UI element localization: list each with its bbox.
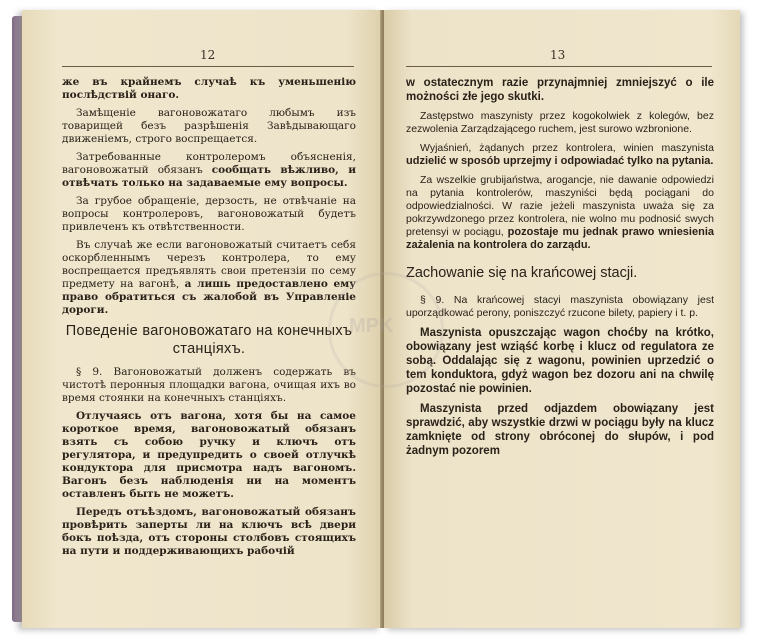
paragraph: Za wszelkie grubijaństwa, arogancje, nie dawanie odpowiedzi na pytania kontrolerów, maszyniści będą pociągani do odpowiedzialności. W razie jeżeli maszynista uważa się za pokrzywdzonego przez kontrolera, nie wolno mu podnosić swych pretensyi w pociągu, pozostaje mu jednak prawo wniesienia zażalenia na kontrolera do zarządu. bbox=[406, 174, 714, 251]
header-rule bbox=[62, 66, 354, 67]
page-number: 13 bbox=[550, 48, 566, 62]
paragraph: Maszynista opuszczając wagon choćby na krótko, obowiązany jest wziąść korbę i klucz od regulatora ze sobą. Oddalając się z wagonu, powinien uprzedzić o tem konduktora, gdyż wagon bez dozoru ani na chwilę pozostać nie powinien. bbox=[406, 327, 714, 395]
paragraph: Отлучаясь отъ вагона, хотя бы на самое короткое время, вагоновожатый обязанъ взять съ собою ручку и ключъ отъ регулятора, и предупредить о своей отлучкѣ кондуктора для присмотра надъ вагономъ. Вагонъ безъ наблюденія ни на моментъ оставленъ быть не можетъ. bbox=[62, 410, 356, 500]
paragraph: Въ случаѣ же если вагоновожатый считаетъ себя оскорбленнымъ черезъ контролера, то ему воспрещается предъявлять свои претензіи по сему предмету на вагонѣ, а лишь предоставлено ему право обратиться съ жалобой въ Управленіе дороги. bbox=[62, 239, 357, 316]
paragraph: § 9. Вагоновожатый долженъ содержать въ чистотѣ перонныя площадки вагона, очищая ихъ во время стоянки на конечныхъ станціяхъ. bbox=[62, 366, 356, 404]
left-page-text bbox=[62, 76, 356, 563]
paragraph: Затребованные контролеромъ объясненія, вагоновожатый обязанъ сообщать вѣжливо, и отвѣчать только на задаваемые ему вопросы. bbox=[62, 151, 356, 189]
header-rule bbox=[406, 66, 712, 67]
right-page-text bbox=[406, 76, 714, 464]
section-heading: Zachowanie się na krańcowej stacji. bbox=[406, 265, 638, 281]
page-number: 12 bbox=[200, 48, 216, 62]
paragraph: w ostatecznym razie przynajmniej zmniejszyć o ile możności złe jego skutki. bbox=[406, 77, 714, 103]
open-book bbox=[8, 10, 748, 632]
paragraph: § 9. Na krańcowej stacyi maszynista obowiązany jest uporządkować perony, poniszczyć rzucone bilety, papiery i t. p. bbox=[406, 294, 714, 319]
paragraph: Передъ отъѣздомъ, вагоновожатый обязанъ провѣрить заперты ли на ключъ всѣ двери бокъ поѣзда, отъ стороны столбовъ стоящихъ на пути и поддерживающихъ рабочій bbox=[62, 506, 356, 557]
watermark-text: MPK bbox=[349, 315, 394, 337]
paragraph: же въ крайнемъ случаѣ къ уменьшенію послѣдствій онаго. bbox=[62, 76, 356, 101]
paragraph: Maszynista przed odjazdem obowiązany jest sprawdzić, aby wszystkie drzwi w pociągu były na klucz zamknięte od strony obróconej do słupów, i pod żadnym pozorem bbox=[406, 403, 714, 457]
paragraph: За грубое обращеніе, дерзость, не отвѣчаніе на вопросы контролеровъ, вагоновожатый будетъ привлеченъ къ отвѣтственности. bbox=[62, 195, 356, 233]
paragraph: Wyjaśnień, żądanych przez kontrolera, winien maszynista udzielić w sposób uprzejmy i odpowiadać tylko na pytania. bbox=[406, 142, 714, 167]
paragraph: Zastępstwo maszynisty przez kogokolwiek z kolegów, bez zezwolenia Zarządzającego ruchem, jest surowo wzbronione. bbox=[406, 110, 714, 135]
watermark-stamp bbox=[328, 272, 444, 388]
section-heading: Поведеніе вагоновожатаго на конечныхъ станціяхъ. bbox=[65, 323, 353, 357]
paragraph: Замѣщеніе вагоновожатаго любымъ изъ товарищей безъ разрѣшенія Завѣдывающаго движеніемъ, строго воспрещается. bbox=[62, 107, 356, 145]
